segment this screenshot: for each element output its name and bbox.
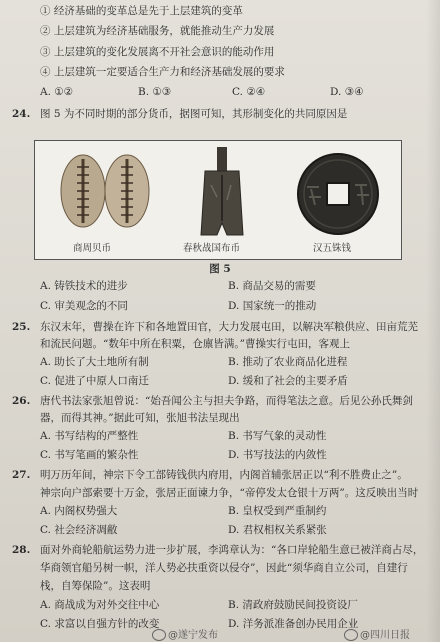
q25-line-2: 和流民问题。“数年中所在积粟，仓廪皆满。”曹操实行屯田，客观上 (40, 338, 350, 350)
q28-line-2: 华商领官船另树一帜，洋人势必扶重资以侵夺”，因此“须华商自立公司，自建行 (40, 562, 408, 574)
q27-number: 27. (12, 469, 31, 481)
q28-line-1: 面对外商轮船航运势力进一步扩展，李鸿章认为：“各口岸轮船生意已被洋商占尽， (40, 544, 424, 556)
q26-option-b: B. 书写气象的灵动性 (228, 430, 327, 442)
wuzhu-coin-image (293, 149, 383, 239)
q23-option-c: C. ②④ (232, 86, 266, 98)
q27-option-a: A. 内阁权势强大 (40, 505, 118, 517)
q26-line-2: 器，而得其神。”据此可知，张旭书法呈现出 (40, 412, 240, 424)
q24-stem: 图 5 为不同时期的部分货币，据图可知，其形制变化的共同原因是 (40, 108, 348, 120)
q26-option-c: C. 书写笔画的繁杂性 (40, 449, 139, 461)
q23-statement-3: ③ 上层建筑的变化发展离不开社会意识的能动作用 (40, 46, 275, 58)
q26-option-a: A. 书写结构的严整性 (40, 430, 139, 442)
q28-option-a: A. 商战成为对外交往中心 (40, 599, 160, 611)
q23-statement-1: ① 经济基础的变革总是先于上层建筑的变革 (40, 5, 243, 17)
q23-statement-4: ④ 上层建筑一定要适合生产力和经济基础发展的要求 (40, 66, 285, 78)
page-gutter-shadow (426, 0, 440, 642)
cowrie-shell-image (53, 149, 157, 237)
q23-option-b: B. ①③ (138, 86, 172, 98)
q28-option-c: C. 求富以自强方针的改变 (40, 618, 160, 630)
q28-option-b: B. 清政府鼓励民间投资设厂 (228, 599, 358, 611)
q25-line-1: 东汉末年，曹操在许下和各地置田官，大力发展屯田，以解决军粮供应、田亩荒芜 (40, 321, 418, 333)
watermark-right (344, 626, 410, 641)
caption-spade-coin: 春秋战国布币 (183, 243, 241, 254)
figure-5-box (34, 140, 402, 260)
q25-option-b: B. 推动了农业商品化进程 (228, 356, 348, 368)
q23-statement-2: ② 上层建筑为经济基础服务，就能推动生产力发展 (40, 25, 275, 37)
q28-number: 28. (12, 544, 31, 556)
q24-option-a: A. 铸铁技术的进步 (40, 280, 128, 292)
q28-line-3: 栈，自筹保险”。这表明 (40, 580, 151, 592)
q27-option-c: C. 社会经济凋敝 (40, 524, 118, 536)
q24-option-c: C. 审美观念的不同 (40, 300, 128, 312)
caption-cowrie: 商周贝币 (73, 243, 112, 254)
weibo-icon (152, 629, 166, 641)
watermark-right-text: @四川日报 (360, 630, 410, 641)
q26-number: 26. (12, 395, 31, 407)
q25-number: 25. (12, 321, 31, 333)
q24-option-b: B. 商品交易的需要 (228, 280, 316, 292)
figure-label: 图 5 (209, 263, 231, 275)
watermark-left (152, 626, 218, 641)
q25-option-d: D. 缓和了社会的主要矛盾 (228, 375, 348, 387)
q26-option-d: D. 书写技法的内敛性 (228, 449, 327, 461)
q25-option-c: C. 促进了中原人口南迁 (40, 375, 149, 387)
q23-option-a: A. ①② (40, 86, 74, 98)
q27-line-2: 神宗向户部索要十万金，张居正面谏力争，“帝停发太仓银十万两”。这反映出当时 (40, 487, 419, 499)
weibo-icon (344, 629, 358, 641)
q24-option-d: D. 国家统一的推动 (228, 300, 317, 312)
q27-option-d: D. 君权相权关系紧张 (228, 524, 327, 536)
q27-option-b: B. 皇权受到严重制约 (228, 505, 327, 517)
watermark-left-text: @遂宁发布 (168, 630, 218, 641)
q23-option-d: D. ③④ (330, 86, 364, 98)
spade-coin-image (187, 145, 257, 239)
q28-option-d: D. 洋务派准备创办民用企业 (228, 618, 359, 630)
q27-line-1: 明万历年间，神宗下令工部铸钱供内府用，内阁首辅张居正以“利不胜费止之”。 (40, 469, 408, 481)
q25-option-a: A. 助长了大土地所有制 (40, 356, 149, 368)
caption-wuzhu: 汉五铢钱 (313, 243, 352, 254)
q26-line-1: 唐代书法家张旭曾说：“始吾闻公主与担夫争路，而得笔法之意。后见公孙氏舞剑 (40, 395, 413, 407)
q24-number: 24. (12, 108, 31, 120)
